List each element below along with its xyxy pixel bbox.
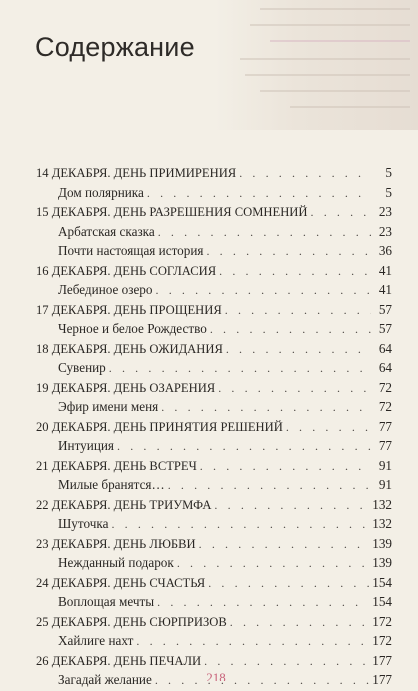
dot-leader <box>111 515 369 535</box>
toc-chapter-row[interactable] <box>36 495 392 515</box>
dot-leader <box>204 652 369 672</box>
toc-page-number: 5 <box>385 165 392 180</box>
toc-story-row[interactable] <box>36 397 392 417</box>
toc-story-row[interactable] <box>36 358 392 378</box>
dot-leader <box>226 340 371 360</box>
dot-leader <box>286 418 371 438</box>
dot-leader <box>311 203 372 223</box>
toc-entry-title: 26 ДЕКАБРЯ. ДЕНЬ ПЕЧАЛИ <box>36 653 202 668</box>
toc-story-row[interactable] <box>36 183 392 203</box>
toc-chapter-row[interactable] <box>36 163 392 183</box>
toc-chapter-row[interactable] <box>36 612 392 632</box>
dot-leader <box>157 593 369 613</box>
toc-entry-title: 23 ДЕКАБРЯ. ДЕНЬ ЛЮБВИ <box>36 536 196 551</box>
toc-page-number: 91 <box>378 477 392 492</box>
toc-entry-title: Эфир имени меня <box>58 399 159 414</box>
toc-chapter-row[interactable] <box>36 261 392 281</box>
dot-leader <box>206 242 371 262</box>
toc-page-number: 132 <box>372 496 392 512</box>
page-title: Содержание <box>35 32 195 63</box>
toc-chapter-row[interactable] <box>36 339 392 359</box>
toc-entry-title: Лебединое озеро <box>58 282 153 297</box>
dot-leader <box>168 476 371 496</box>
dot-leader <box>210 320 371 340</box>
dot-leader <box>147 184 371 204</box>
dot-leader <box>200 457 371 477</box>
toc-entry-title: 22 ДЕКАБРЯ. ДЕНЬ ТРИУМФА <box>36 497 212 512</box>
dot-leader <box>158 223 371 243</box>
dot-leader <box>239 164 371 184</box>
toc-page-number: 23 <box>378 223 392 239</box>
toc-page-number: 57 <box>378 321 392 336</box>
toc-story-row[interactable] <box>36 553 392 573</box>
toc-page-number: 72 <box>378 399 392 414</box>
dot-leader <box>230 613 369 633</box>
toc-page-number: 177 <box>372 672 392 687</box>
dot-leader <box>136 632 369 652</box>
toc-page-number: 77 <box>378 418 392 434</box>
toc-page-number: 91 <box>378 457 392 473</box>
toc-entry-title: Арбатская сказка <box>58 223 155 239</box>
toc-page-number: 132 <box>372 516 392 531</box>
dot-leader <box>156 281 372 301</box>
page-number: 218 <box>206 670 226 681</box>
toc-entry-title: Шуточка <box>58 516 109 531</box>
toc-story-row[interactable] <box>36 475 392 495</box>
toc-page-number: 23 <box>378 204 392 219</box>
toc-story-row[interactable] <box>36 631 392 651</box>
toc-chapter-row[interactable] <box>36 202 392 222</box>
table-of-contents <box>36 163 392 690</box>
toc-entry-title: Почти настоящая история <box>58 243 204 258</box>
toc-story-row[interactable] <box>36 514 392 534</box>
toc-entry-title: Нежданный подарок <box>58 555 174 570</box>
toc-page-number: 64 <box>378 360 392 375</box>
toc-chapter-row[interactable] <box>36 378 392 398</box>
dot-leader <box>199 535 370 555</box>
toc-chapter-row[interactable] <box>36 300 392 320</box>
toc-entry-title: Загадай желание <box>58 672 152 687</box>
toc-page-number: 139 <box>372 555 392 570</box>
toc-chapter-row[interactable] <box>36 417 392 437</box>
toc-entry-title: 14 ДЕКАБРЯ. ДЕНЬ ПРИМИРЕНИЯ <box>36 166 237 180</box>
toc-page-number: 177 <box>372 652 392 668</box>
toc-entry-title: Милые бранятся… <box>58 477 165 492</box>
dot-leader <box>208 574 369 594</box>
show-through-text <box>215 0 418 130</box>
toc-page-number: 36 <box>378 243 392 258</box>
toc-page-number: 41 <box>378 282 392 297</box>
toc-page-number: 41 <box>378 262 392 278</box>
toc-story-row[interactable] <box>36 222 392 242</box>
toc-entry-title: 21 ДЕКАБРЯ. ДЕНЬ ВСТРЕЧ <box>36 458 197 473</box>
toc-page-number: 5 <box>385 184 392 200</box>
dot-leader <box>225 301 371 321</box>
toc-entry-title: Дом полярника <box>58 184 144 200</box>
toc-page-number: 57 <box>378 301 392 317</box>
toc-page-number: 172 <box>372 633 392 648</box>
toc-entry-title: 15 ДЕКАБРЯ. ДЕНЬ РАЗРЕШЕНИЯ СОМНЕНИЙ <box>36 205 308 219</box>
toc-entry-title: Хайлиге нахт <box>58 633 134 648</box>
toc-entry-title: 24 ДЕКАБРЯ. ДЕНЬ СЧАСТЬЯ <box>36 575 206 590</box>
toc-entry-title: 20 ДЕКАБРЯ. ДЕНЬ ПРИНЯТИЯ РЕШЕНИЙ <box>36 419 283 434</box>
dot-leader <box>117 437 371 457</box>
toc-chapter-row[interactable] <box>36 456 392 476</box>
toc-page-number: 72 <box>378 379 392 395</box>
dot-leader <box>219 262 371 282</box>
toc-entry-title: 16 ДЕКАБРЯ. ДЕНЬ СОГЛАСИЯ <box>36 263 217 278</box>
toc-entry-title: 25 ДЕКАБРЯ. ДЕНЬ СЮРПРИЗОВ <box>36 614 227 629</box>
toc-entry-title: Интуиция <box>58 438 115 453</box>
toc-story-row[interactable] <box>36 592 392 612</box>
toc-story-row[interactable] <box>36 241 392 261</box>
toc-entry-title: 19 ДЕКАБРЯ. ДЕНЬ ОЗАРЕНИЯ <box>36 380 216 395</box>
dot-leader <box>177 554 369 574</box>
toc-story-row[interactable] <box>36 436 392 456</box>
toc-page-number: 154 <box>372 594 392 609</box>
dot-leader <box>218 379 371 399</box>
dot-leader <box>214 496 369 516</box>
toc-entry-title: Воплощая мечты <box>58 594 155 609</box>
toc-chapter-row[interactable] <box>36 573 392 593</box>
toc-entry-title: 18 ДЕКАБРЯ. ДЕНЬ ОЖИДАНИЯ <box>36 341 223 356</box>
toc-page-number: 77 <box>378 438 392 453</box>
toc-chapter-row[interactable] <box>36 651 392 671</box>
toc-entry-title: Сувенир <box>58 360 106 375</box>
toc-story-row[interactable] <box>36 319 392 339</box>
toc-story-row[interactable] <box>36 280 392 300</box>
toc-page-number: 64 <box>378 340 392 356</box>
toc-entry-title: 17 ДЕКАБРЯ. ДЕНЬ ПРОЩЕНИЯ <box>36 302 222 317</box>
toc-entry-title: Черное и белое Рождество <box>58 321 207 336</box>
toc-page-number: 154 <box>372 574 392 590</box>
dot-leader <box>109 359 371 379</box>
toc-page-number: 172 <box>372 613 392 629</box>
toc-page-number: 139 <box>372 535 392 551</box>
dot-leader <box>161 398 371 418</box>
toc-chapter-row[interactable] <box>36 534 392 554</box>
